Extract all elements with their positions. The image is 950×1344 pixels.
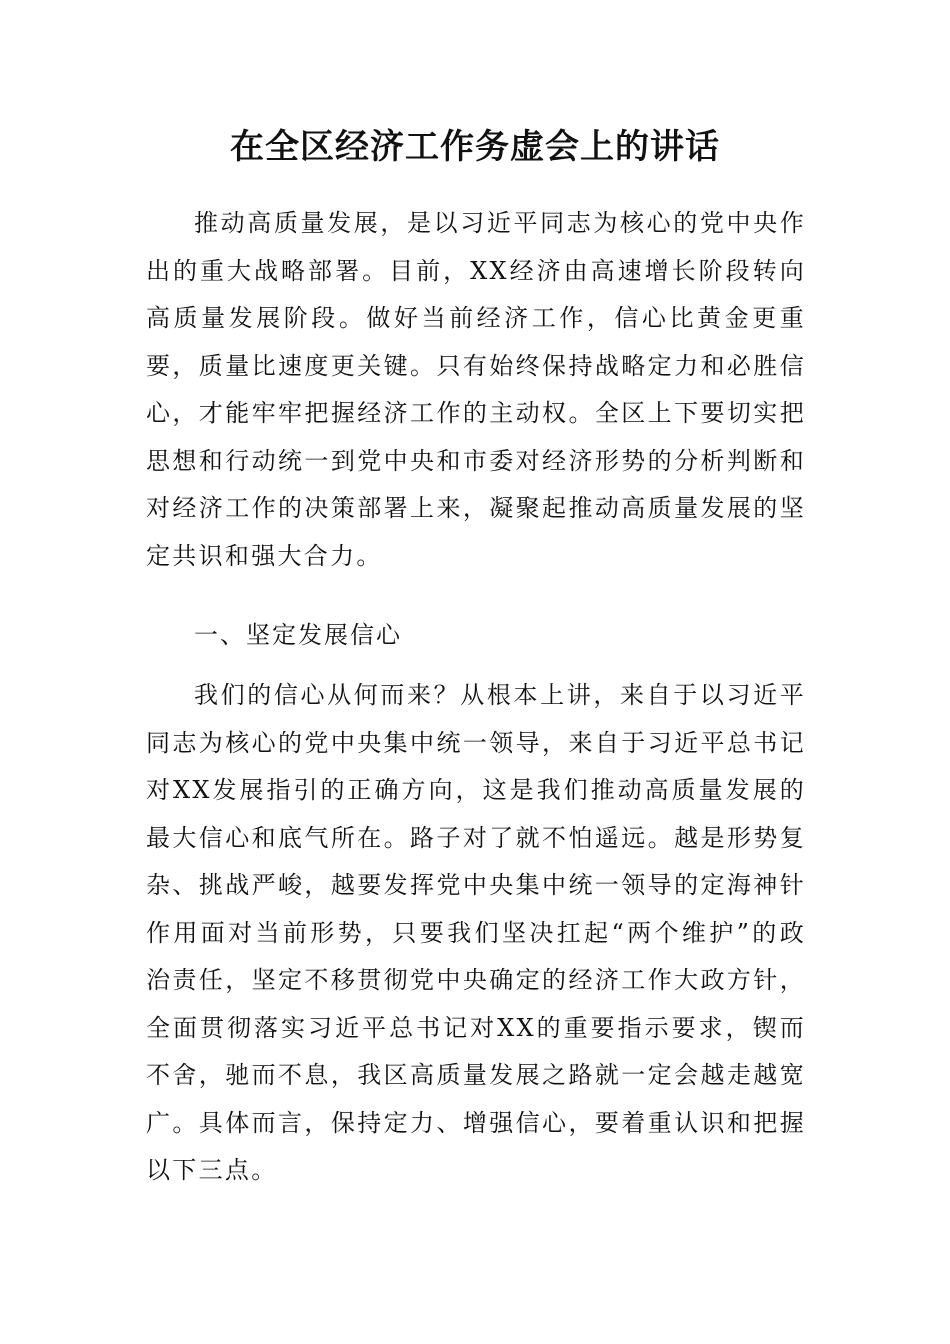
section-heading: 一、坚定发展信心 <box>194 621 402 649</box>
body-paragraph: 我们的信心从何而来？从根本上讲，来自于以习近平同志为核心的党中央集中统一领导，来自于习近平总书记对XX发展指引的正确方向，这是我们推动高质量发展的最大信心和底气所在。路子对了就不怕遥远。越是形势复杂、挑战严峻，越要发挥党中央集中统一领导的定海神针作用面对当前形势，只要我们坚决扛起“两个维护”的政治责任，坚定不移贯彻党中央确定的经济工作大政方针，全面贯彻落实习近平总书记对XX的重要指示要求，锲而不舍，驰而不息，我区高质量发展之路就一定会越走越宽广。具体而言，保持定力、增强信心，要着重认识和把握以下三点。 <box>146 681 806 1184</box>
document-title: 在全区经济工作务虚会上的讲话 <box>230 127 720 167</box>
intro-paragraph: 推动高质量发展，是以习近平同志为核心的党中央作出的重大战略部署。目前，XX经济由高速增长阶段转向高质量发展阶段。做好当前经济工作，信心比黄金更重要，质量比速度更关键。只有始终保持战略定力和必胜信心，才能牢牢把握经济工作的主动权。全区上下要切实把思想和行动统一到党中央和市委对经济形势的分析判断和对经济工作的决策部署上来，凝聚起推动高质量发展的坚定共识和强大合力。 <box>146 209 806 570</box>
